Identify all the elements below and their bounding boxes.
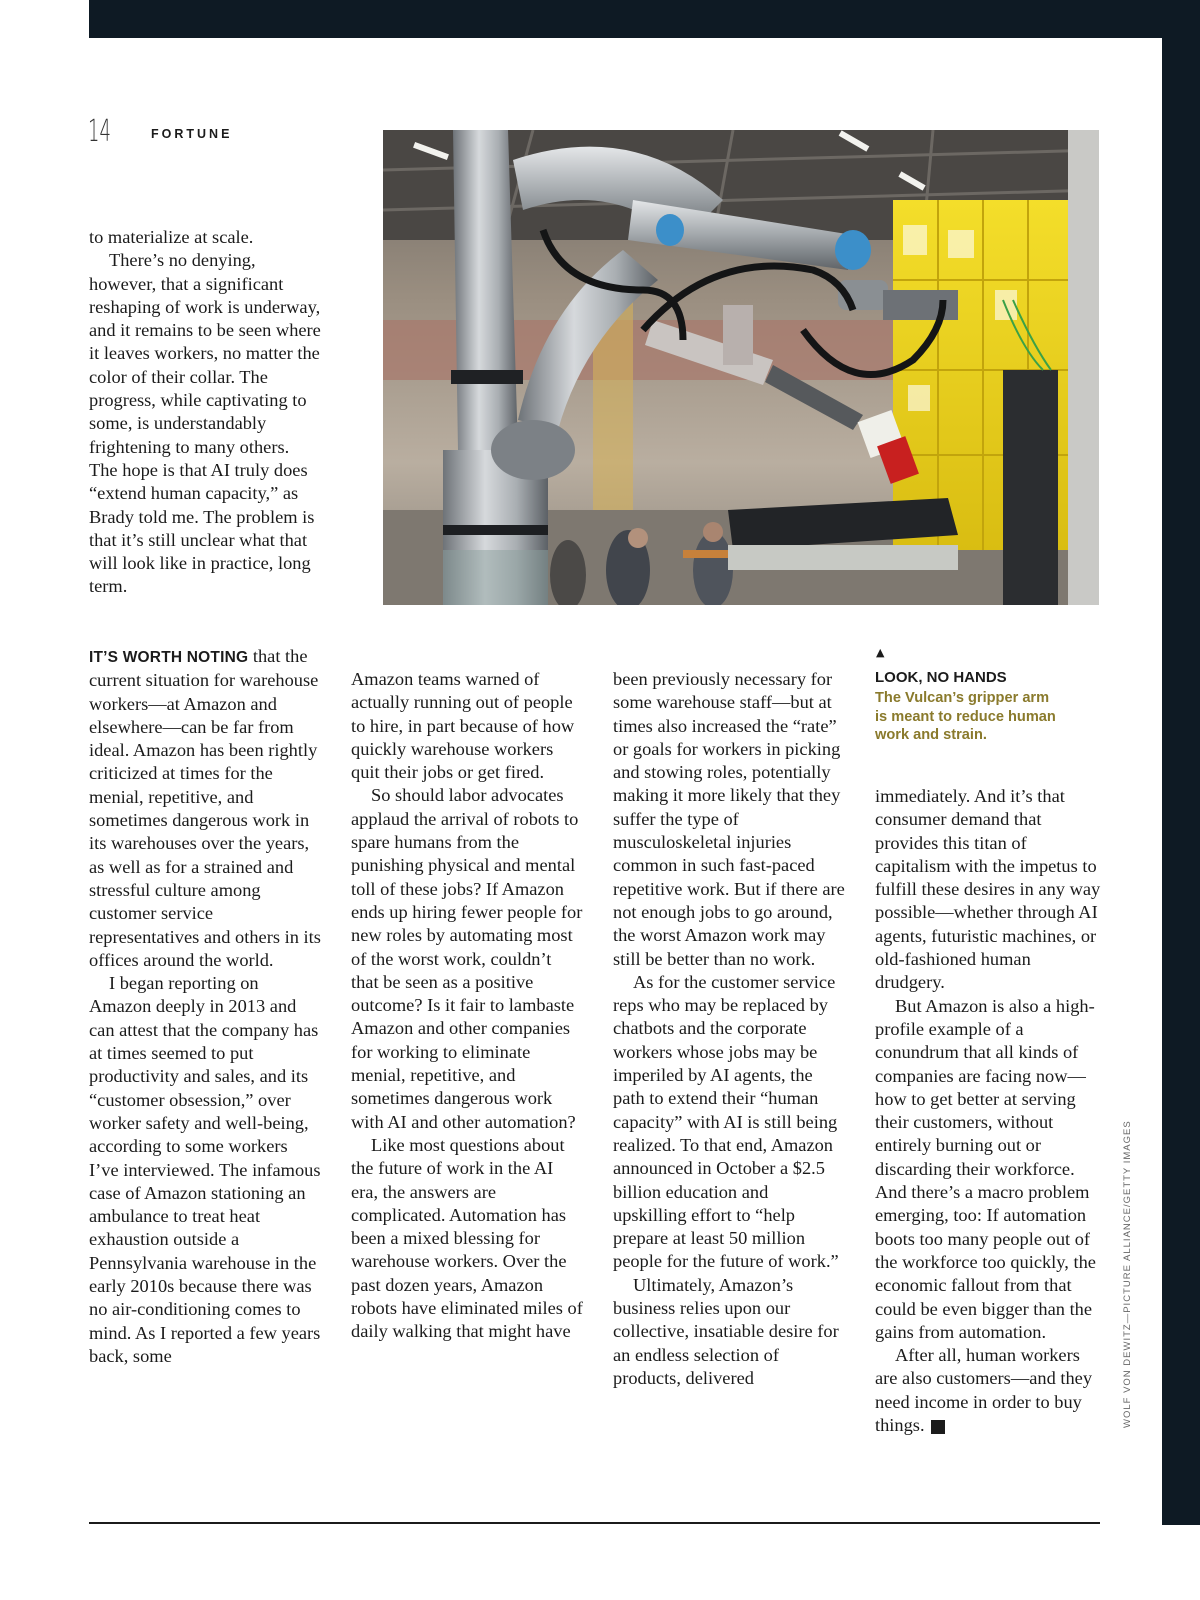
article-column-top <box>89 226 321 599</box>
masthead: FORTUNE <box>151 127 233 141</box>
page-number: 14 <box>88 114 111 149</box>
caption-text: The Vulcan’s gripper arm is meant to reduce human work and strain. <box>875 690 1056 743</box>
paragraph: There’s no denying, however, that a significant reshaping of work is underway, and it remains to be seen where it leaves workers, no matter the color of their collar. The progress, while captivating to some, is understandably frightening to many others. The hope is that AI truly does “extend human capacity,” as Brady told me. The problem is that it’s still unclear what that will look like in practice, long term. <box>89 250 321 597</box>
paragraph: to materialize at scale. <box>89 227 254 247</box>
top-color-bar <box>89 0 1200 38</box>
paragraph: immediately. And it’s that consumer demand that provides this titan of capitalism with the impetus to fulfill these desires in any way possible—whether through AI agents, futuristic machines, or old-fashioned human drudgery. <box>875 786 1101 993</box>
caption-title: LOOK, NO HANDS <box>875 669 1007 686</box>
paragraph: Like most questions about the future of work in the AI era, the answers are complicated. Automation has been a mixed blessing for warehouse workers. Over the past dozen years, Amazon robots have eliminated miles of daily walking that might have <box>351 1134 583 1342</box>
caption-pointer-icon: ▲ <box>876 646 885 659</box>
paragraph: So should labor advocates applaud the arrival of robots to spare humans from the punishing physical and mental toll of these jobs? If Amazon ends up hiring fewer people for new roles by automating most of the worst work, couldn’t that be seen as a positive outcome? Is it fair to lambaste Amazon and other companies for working to eliminate menial, repetitive, and sometimes dangerous work with AI and other automation? <box>351 785 583 1132</box>
right-edge-bar <box>1162 0 1200 1525</box>
paragraph <box>89 645 321 972</box>
article-column-3 <box>613 668 845 1390</box>
robot-arm-photo <box>383 130 1099 605</box>
article-column-4 <box>875 785 1103 1437</box>
bottom-rule <box>89 1522 1100 1524</box>
paragraph: But Amazon is also a high-profile example of a conundrum that all kinds of companies are facing now—how to get better at serving their customers, without entirely burning out or discarding their workforce. And there’s a macro problem emerging, too: If automation boots too many people out of the workforce too quickly, the economic fallout from that could be even bigger than the gains from automation. <box>875 995 1096 1342</box>
paragraph: Ultimately, Amazon’s business relies upon our collective, insatiable desire for an endless selection of products, delivered <box>613 1274 839 1388</box>
paragraph: Amazon teams warned of actually running out of people to hire, in part because of how quickly warehouse workers quit their jobs or get fired. <box>351 669 575 783</box>
article-column-1 <box>89 645 321 1368</box>
photo-illustration <box>383 130 1099 605</box>
lead-in: IT’S WORTH NOTING <box>89 649 249 666</box>
paragraph <box>875 1344 1103 1437</box>
paragraph: I began reporting on Amazon deeply in 2013 and can attest that the company has at times seemed to put productivity and sales, and its “customer obsession,” over worker safety and well-being, according to some workers I’ve interviewed. The infamous case of Amazon stationing an ambulance to treat heat exhaustion outside a Pennsylvania warehouse in the early 2010s because there was no air-conditioning comes to mind. As I reported a few years back, some <box>89 973 321 1366</box>
photo-credit: WOLF VON DEWITZ—PICTURE ALLIANCE/GETTY IMAGES <box>1122 1120 1133 1428</box>
paragraph-text: After all, human workers are also customers—and they need income in order to buy things. <box>875 1345 1093 1436</box>
end-mark-icon: F <box>931 1420 945 1434</box>
paragraph-text: that the current situation for warehouse workers—at Amazon and elsewhere—can be far from ideal. Amazon has been rightly criticized at times for the menial, repetitive, and sometimes dangerous work in its warehouses over the years, as well as for a strained and stressful culture among customer service representatives and others in its offices around the world. <box>89 646 321 970</box>
paragraph: been previously necessary for some warehouse staff—but at times also increased the “rate” or goals for workers in picking and stowing roles, potentially making it more likely that they suffer the type of musculoskeletal injuries common in such fast-paced repetitive work. But if there are not enough jobs to go around, the worst Amazon work may still be better than no work. <box>613 669 845 969</box>
paragraph: As for the customer service reps who may be replaced by chatbots and the corporate workers whose jobs may be imperiled by AI agents, the path to extend their “human capacity” with AI is still being realized. To that end, Amazon announced in October a $2.5 billion education and upskilling effort to “help prepare at least 50 million people for the future of work.” <box>613 971 839 1272</box>
article-column-2 <box>351 668 583 1344</box>
